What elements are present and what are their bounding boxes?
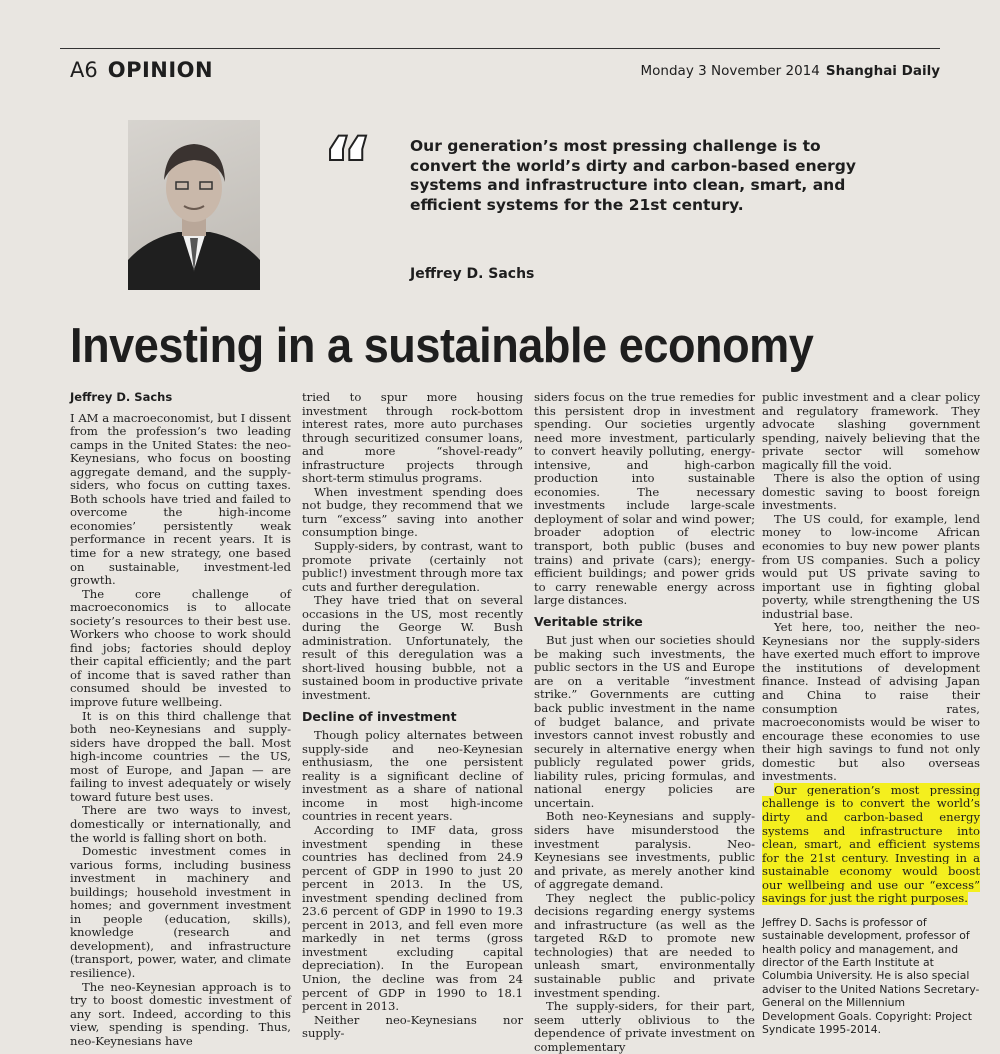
pull-quote: Our generation’s most pressing challenge is to convert the world’s dirty and carbon-based energy systems and infrastructure into clean, smart, and efficient systems for the 21st century.: [410, 137, 856, 214]
pull-quote-author: Jeffrey D. Sachs: [410, 266, 535, 282]
paragraph: When investment spending does not budge, they recommend that we turn “excess” saving into another consumption binge.: [302, 484, 523, 540]
section-name: OPINION: [107, 58, 214, 82]
paragraph: I AM a macroeconomist, but I dissent from the profession’s two leading camps in the United States: the neo-Keynesians, who focus on boosting aggregate demand, and the supply-siders, who focus on cutting taxes. Both schools have tried and failed to overcome the high-income economies’ persistently weak performance in recent years. It is time for a new strategy, one based on sustainable, investment-led growth.: [70, 410, 291, 588]
article-column-1: [70, 391, 291, 1048]
paragraph: The neo-Keynesian approach is to try to boost domestic investment of any sort. Indeed, according to this view, spending is spending. Thus, neo-Keynesians have: [70, 979, 291, 1048]
paragraph: Supply-siders, by contrast, want to promote private (certainly not public!) investment through more tax cuts and further deregulation.: [302, 539, 523, 594]
article-column-2: [302, 391, 523, 1041]
paragraph: The core challenge of macroeconomics is to allocate society’s resources to their best use. Workers who choose to work should find jobs; factories should deploy their capital efficiently; and the part of income that is saved rather than consumed should be invested to improve future wellbeing.: [70, 586, 291, 710]
headline: Investing in a sustainable economy: [70, 319, 814, 373]
subheading: Decline of investment: [302, 708, 457, 724]
paragraph: It is on this third challenge that both neo-Keynesians and supply-siders have dropped the ball. Most high-income countries — the US, most of Europe, and Japan — are failing to invest adequately or wisely toward future best uses.: [70, 708, 291, 804]
page-number: A6: [70, 58, 98, 82]
paragraph: There is also the option of using domestic saving to boost foreign investments.: [762, 471, 980, 513]
subheading: Veritable strike: [534, 613, 643, 629]
paragraph: There are two ways to invest, domestically or internationally, and the world is falling short on both.: [70, 803, 291, 845]
byline: Jeffrey D. Sachs: [70, 390, 173, 404]
dateline: [641, 63, 940, 79]
highlighted-paragraph: [762, 784, 980, 906]
paragraph: The supply-siders, for their part, seem utterly oblivious to the dependence of private investment on complementary: [534, 999, 755, 1054]
author-photo: [128, 120, 260, 290]
quote-mark-icon: “: [322, 122, 374, 212]
author-bio: Jeffrey D. Sachs is professor of sustainable development, professor of health policy and management, and director of the Earth Institute at Columbia University. He is also special adviser to the United Nations Secretary-General on the Millennium Development Goals. Copyright: Project Syndicate 1995-2014.: [762, 915, 980, 1037]
paragraph: The US could, for example, lend money to low-income African economies to buy new power plants from US companies. Such a policy would put US private saving to important use in fighting global poverty, while strengthening the US industrial base.: [762, 511, 980, 621]
top-rule: [60, 48, 940, 49]
publication-name: Shanghai Daily: [825, 63, 940, 79]
paragraph: They neglect the public-policy decisions regarding energy systems and infrastructure (as well as the targeted R&D to promote new technologies) that are needed to unleash smart, environmentally sustainable public and private investment spending.: [534, 890, 755, 1000]
page-section-label: [70, 58, 213, 82]
highlight-marker: Our generation’s most pressing challenge is to convert the world’s dirty and carbon-based energy systems and infrastructure into clean, smart, and efficient systems for the 21st century. Investing in a sustainable economy would boost our wellbeing and use our “excess” savings for just the right purposes.: [762, 782, 980, 906]
paragraph: Neither neo-Keynesians nor supply-: [302, 1012, 523, 1041]
paragraph: Both neo-Keynesians and supply-siders have misunderstood the investment paralysis. Neo-Keynesians see investments, public and private, as merely another kind of aggregate demand.: [534, 809, 755, 892]
article-column-3: [534, 391, 755, 1054]
article-column-4: [762, 391, 980, 1036]
paragraph: siders focus on the true remedies for this persistent drop in investment spending. Our societies urgently need more investment, particularly to convert heavily polluting, energy-intensive, and high-carbon production into sustainable economies. The necessary investments include large-scale deployment of solar and wind power; broader adoption of electric transport, both public (buses and trains) and private (cars); energy-efficient buildings; and power grids to carry renewable energy across large distances.: [534, 390, 755, 608]
paragraph: But just when our societies should be making such investments, the public sectors in the US and Europe are on a veritable “investment strike.” Governments are cutting back public investment in the name of budget balance, and private investors cannot invest robustly and securely in alternative energy when publicly regulated power grids, liability rules, pricing formulas, and national energy policies are uncertain.: [534, 633, 755, 810]
paragraph: tried to spur more housing investment through rock-bottom interest rates, more auto purchases through securitized consumer loans, and more “shovel-ready” infrastructure projects through short-term stimulus programs.: [302, 390, 523, 486]
paragraph: They have tried that on several occasions in the US, most recently during the George W. Bush administration. Unfortunately, the result of this deregulation was a short-lived housing bubble, not a sustained boom in productive private investment.: [302, 593, 523, 703]
issue-date: Monday 3 November 2014: [640, 63, 820, 79]
paragraph: Domestic investment comes in various forms, including business investment in machinery and buildings; household investment in homes; and government investment in people (education, skills), knowledge (research and development), and infrastructure (transport, power, water, and climate resilience).: [70, 844, 291, 980]
paragraph: According to IMF data, gross investment spending in these countries has declined from 24.9 percent of GDP in 1990 to just 20 percent in 2013. In the US, investment spending declined from 23.6 percent of GDP in 1990 to 19.3 percent in 2013, and fell even more markedly in net terms (gross investment excluding capital depreciation). In the European Union, the decline was from 24 percent of GDP in 1990 to 18.1 percent in 2013.: [302, 822, 523, 1014]
paragraph: Though policy alternates between supply-side and neo-Keynesian enthusiasm, the one persistent reality is a significant decline of investment as a share of national income in most high-income countries in recent years.: [302, 728, 523, 824]
paragraph: Yet here, too, neither the neo-Keynesians nor the supply-siders have exerted much effort to improve the institutions of development finance. Instead of advising Japan and China to raise their consumption rates, macroeconomists would be wiser to encourage these economies to use their high savings to fund not only domestic but also overseas investments.: [762, 620, 980, 784]
paragraph: public investment and a clear policy and regulatory framework. They advocate slashing government spending, naively believing that the private sector will somehow magically fill the void.: [762, 390, 980, 472]
